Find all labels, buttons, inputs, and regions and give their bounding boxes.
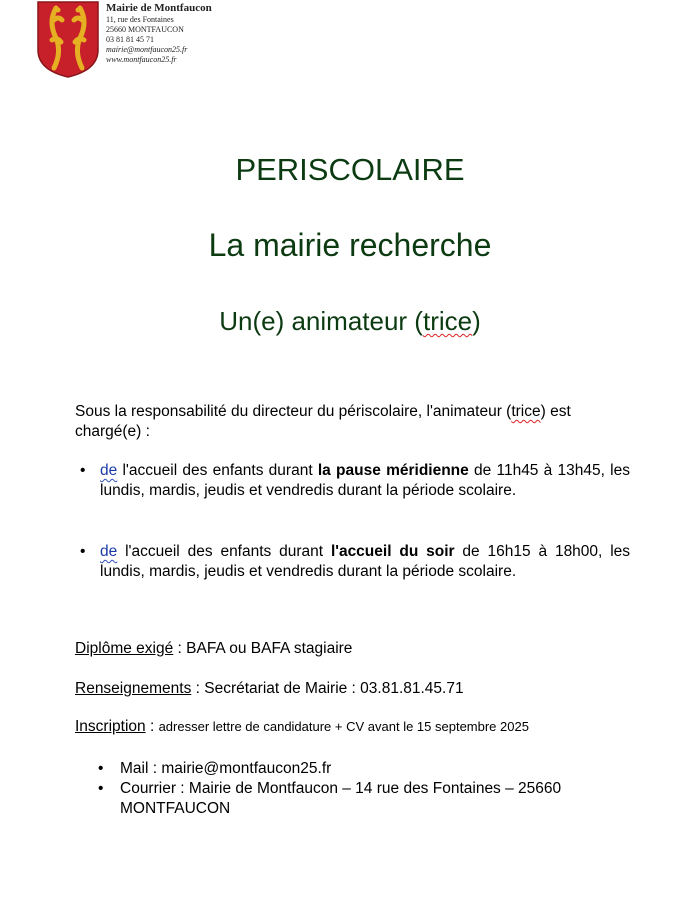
- duty-list-item: [80, 461, 630, 501]
- coat-of-arms-icon: [36, 0, 100, 78]
- duty-pre: l'accueil des enfants durant: [117, 543, 331, 560]
- duty-post: de 16h15 à 18h00, les lundis, mardis, jeudis et vendredis durant la période scolaire.: [100, 543, 631, 580]
- inscription-sep: :: [145, 718, 159, 735]
- subheading: La mairie recherche: [208, 227, 492, 263]
- renseignements-value: : Secrétariat de Mairie : 03.81.81.45.71: [191, 680, 464, 697]
- intro-paragraph: [75, 402, 635, 442]
- intro-text-a: Sous la responsabilité du directeur du périscolaire, l'animateur (: [75, 403, 512, 420]
- renseignements-line: [75, 679, 464, 699]
- letterhead: [106, 2, 212, 65]
- duty-bold: la pause méridienne: [317, 462, 469, 479]
- contact-mail: • Mail : mairie@montfaucon25.fr: [98, 759, 630, 779]
- mairie-email[interactable]: mairie@montfaucon25.fr: [106, 45, 188, 54]
- renseignements-label: Renseignements: [75, 680, 192, 697]
- duty-de: de: [100, 462, 118, 479]
- duty-pre: l'accueil des enfants durant: [117, 462, 318, 479]
- duty-post: de 11h45 à 13h45, les lundis, mardis, jeudis et vendredis durant la période scolaire.: [100, 462, 630, 499]
- contact-list: [98, 759, 630, 819]
- inscription-label: Inscription: [75, 718, 146, 735]
- diplome-value: : BAFA ou BAFA stagiaire: [173, 640, 353, 657]
- duty-list-item: [80, 542, 630, 582]
- inscription-value: adresser lettre de candidature + CV avant le 15 septembre 2025: [158, 719, 529, 734]
- contact-courrier: • Courrier : Mairie de Montfaucon – 14 rue des Fontaines – 25660 MONTFAUCON: [98, 779, 630, 819]
- heading: PERISCOLAIRE: [235, 152, 465, 187]
- intro-text-c: ) est chargé(e) :: [75, 403, 571, 440]
- diplome-line: [75, 639, 352, 659]
- intro-text-b: trice: [511, 403, 541, 420]
- mairie-website[interactable]: www.montfaucon25.fr: [106, 55, 177, 64]
- position-text-c: ): [472, 306, 481, 336]
- mairie-phone: 03 81 81 45 71: [106, 35, 154, 44]
- diplome-label: Diplôme exigé: [75, 640, 174, 657]
- position-text-a: Un(e) animateur (: [219, 306, 423, 336]
- inscription-line: [75, 717, 529, 737]
- mairie-city: 25660 MONTFAUCON: [106, 25, 184, 34]
- mairie-name: Mairie de Montfaucon: [106, 2, 212, 14]
- position-title: [0, 306, 700, 337]
- position-text-b: trice: [422, 306, 473, 336]
- duty-de: de: [100, 543, 118, 560]
- duty-bold: l'accueil du soir: [330, 543, 455, 560]
- mairie-street: 11, rue des Fontaines: [106, 15, 174, 24]
